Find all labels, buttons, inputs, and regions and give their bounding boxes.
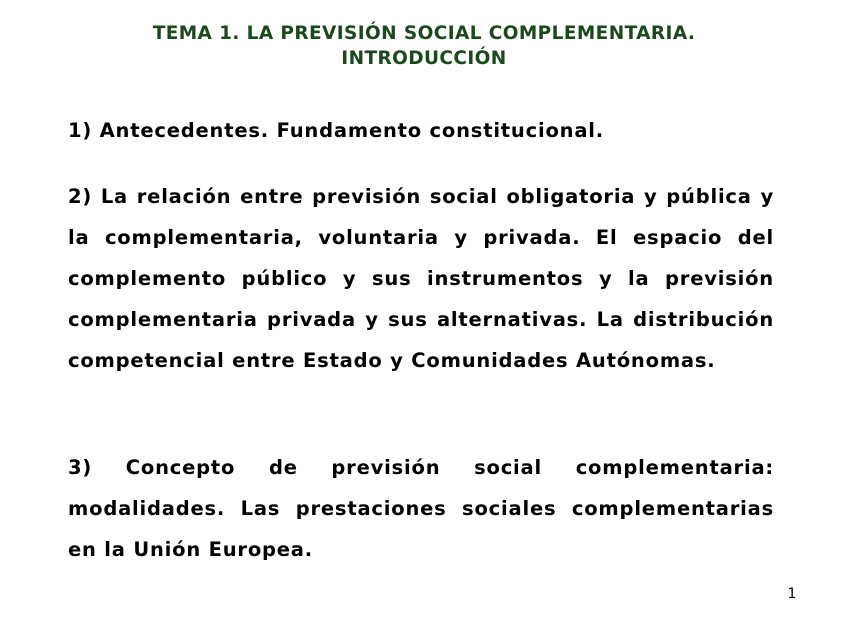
slide-title-line-2: INTRODUCCIÓN: [341, 48, 507, 69]
slide-title: [60, 21, 788, 71]
agenda-item-2: 2) La relación entre previsión social obligatoria y pública y la complementaria, voluntaria y privada. El espacio del complemento público y sus instrumentos y la previsión complementaria privada y sus alternativas. La distribución competencial entre Estado y Comunidades Autónomas.: [68, 185, 774, 372]
page-number: 1: [787, 586, 797, 602]
agenda-item-1: 1) Antecedentes. Fundamento constitucional.: [68, 119, 604, 142]
slide-title-line-1: TEMA 1. LA PREVISIÓN SOCIAL COMPLEMENTARIA.: [152, 23, 696, 44]
agenda-item-3: 3) Concepto de previsión social complementaria: modalidades. Las prestaciones sociales complementarias en la Unión Europea.: [68, 456, 774, 561]
